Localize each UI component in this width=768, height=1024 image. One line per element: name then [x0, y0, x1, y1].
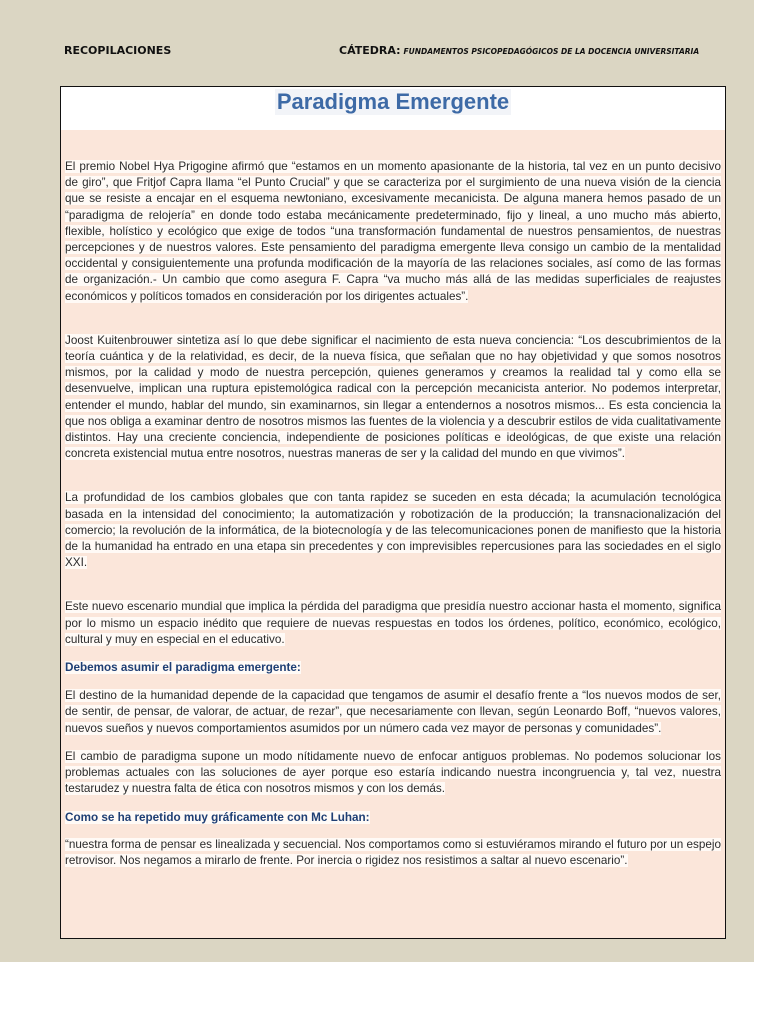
paragraph-6-text: El cambio de paradigma supone un modo nítidamente nuevo de enfocar antiguos problemas. No podemos solucionar los problemas actuales con las soluciones de ayer porque eso estaría indicando nuestra incongruencia y, tal vez, nuestra testarudez y nuestra falta de ética con nosotros mismos y con los demás. [65, 749, 721, 796]
header-left-label: RECOPILACIONES [64, 44, 172, 57]
paragraph-1-text: El premio Nobel Hya Prigogine afirmó que “estamos en un momento apasionante de la historia, tal vez en un punto decisivo de giro”, que Fritjof Capra llama “el Punto Crucial” y que se caracteriza por el surgimiento de una nueva visión de la ciencia que se resiste a encajar en el esquema newtoniano, excesivamente mecanicista. De alguna manera hemos pasado de un “paradigma de relojería” en donde todo estaba mecánicamente predeterminado, fijo y lineal, a uno mucho más abierto, flexible, holístico y ecológico que exige de todos “una transformación fundamental de nuestros pensamientos, de nuestras percepciones y de nuestros valores. Este pensamiento del paradigma emergente lleva consigo un cambio de la mentalidad occidental y consiguientemente una profunda modificación de la mayoría de las relaciones sociales, así como de las formas de organización.- Un cambio que como asegura F. Capra “va mucho más allá de las medidas superficiales de reajustes económicos y políticos tomados en consideración por los dirigentes actuales”. [65, 160, 721, 303]
paragraph-7 [65, 837, 721, 869]
header-catedra [339, 44, 699, 57]
page-header [64, 44, 698, 60]
paragraph-4-text: Este nuevo escenario mundial que implica la pérdida del paradigma que presidía nuestro accionar hasta el momento, significa por lo mismo un espacio inédito que requiere de nuevas respuestas en todos los órdenes, político, económico, ecológico, cultural y muy en especial en el educativo. [65, 600, 721, 646]
catedra-value: FUNDAMENTOS PSICOPEDAGÓGICOS DE LA DOCENCIA UNIVERSITARIA [403, 47, 700, 56]
paragraph-4 [65, 599, 721, 648]
paragraph-3-text: La profundidad de los cambios globales que con tanta rapidez se suceden en esta década; la acumulación tecnológica basada en la intensidad del conocimiento; la automatización y robotización de la producción; la transnacionalización del comercio; la revolución de la informática, de la biotecnología y de las telecomunicaciones ponen de manifiesto que la historia de la humanidad ha entrado en una etapa sin precedentes y con imprevisibles repercusiones para las sociedades en el siglo XXI. [65, 491, 721, 570]
paragraph-3 [65, 490, 721, 571]
catedra-label: CÁTEDRA: [339, 44, 401, 57]
paragraph-5 [65, 688, 721, 737]
section-heading-2 [65, 810, 721, 826]
document-title: Paradigma Emergente [276, 89, 510, 114]
title-wrap [61, 89, 725, 115]
paragraph-1 [65, 159, 721, 305]
section-heading-1-text: Debemos asumir el paradigma emergente: [65, 661, 301, 675]
content-box [60, 86, 726, 939]
paragraph-2-text: Joost Kuitenbrouwer sintetiza así lo que debe significar el nacimiento de esta nueva conciencia: “Los descubrimientos de la teoría cuántica y de la relatividad, es decir, de la nueva física, que señalan que no hay objetividad y que somos nosotros mismos, por la calidad y modo de nuestra percepción, quienes generamos y creamos la realidad tal y como ella se desenvuelve, implican una ruptura epistemológica radical con la percepción mecanicista anterior. No podemos interpretar, entender el mundo, hablar del mundo, sin examinarnos, sin llegar a entendernos a nosotros mismos... Es esta conciencia la que nos obliga a examinar dentro de nosotros mismos las fuentes de la violencia y a descubrir estilos de vida cualitativamente distintos. Hay una creciente conciencia, independiente de posiciones políticas e ideológicas, de que existe una relación concreta existencial mutua entre nosotros, nuestras maneras de ser y la calidad del mundo en que vivimos”. [65, 333, 721, 461]
section-heading-1 [65, 660, 721, 676]
paragraph-6 [65, 749, 721, 798]
section-heading-2-text: Como se ha repetido muy gráficamente con Mc Luhan: [65, 810, 370, 824]
document-body [65, 159, 721, 869]
paragraph-5-text: El destino de la humanidad depende de la capacidad que tengamos de asumir el desafío frente a “los nuevos modos de ser, de sentir, de pensar, de valorar, de actuar, de rezar”, que necesariamente con llevan, según Leonardo Boff, “nuevos valores, nuevos sueños y nuevos comportamientos asumidos por un número cada vez mayor de personas y comunidades”. [65, 689, 721, 735]
paragraph-2 [65, 333, 721, 463]
paragraph-7-text: “nuestra forma de pensar es linealizada y secuencial. Nos comportamos como si estuviéramos mirando el futuro por un espejo retrovisor. Nos negamos a mirarlo de frente. Por inercia o rigidez nos resistimos a saltar al nuevo escenario”. [65, 837, 721, 867]
